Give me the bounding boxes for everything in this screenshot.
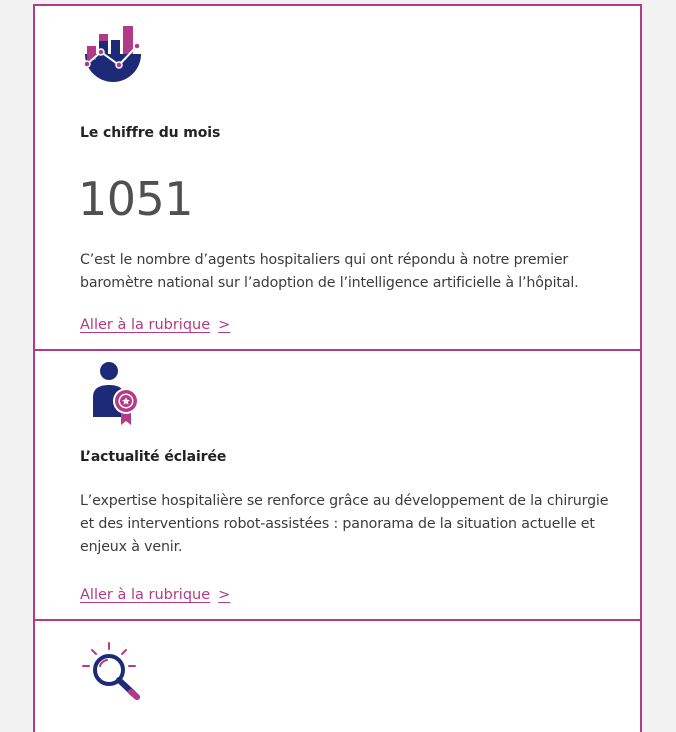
chevron-right-icon: > — [218, 587, 231, 603]
section-third — [35, 621, 640, 732]
bar-chart-globe-icon — [79, 20, 147, 96]
aller-rubrique-link[interactable] — [80, 317, 230, 333]
section-heading: Le chiffre du mois — [80, 125, 221, 141]
section-description: C’est le nombre d’agents hospitaliers qui ont répondu à notre premier baromètre national sur l’adoption de l’intelligence artificielle à l’hôpital. — [80, 252, 579, 291]
section-heading: L’actualité éclairée — [80, 449, 227, 465]
link-label: Aller à la rubrique — [80, 587, 211, 603]
section-actualite-eclairee — [35, 351, 640, 621]
chevron-right-icon: > — [218, 317, 231, 333]
big-number: 1051 — [78, 172, 194, 226]
link-label: Aller à la rubrique — [80, 317, 211, 333]
aller-rubrique-link[interactable] — [80, 587, 230, 603]
magnifier-spark-icon — [79, 639, 149, 709]
section-description: L’expertise hospitalière se renforce grâce au développement de la chirurgie et des interventions robot-assistées : panorama de la situation actuelle et enjeux à venir. — [80, 493, 609, 555]
content-column — [33, 4, 642, 732]
person-award-icon — [79, 359, 145, 433]
section-chiffre-du-mois — [35, 6, 640, 351]
